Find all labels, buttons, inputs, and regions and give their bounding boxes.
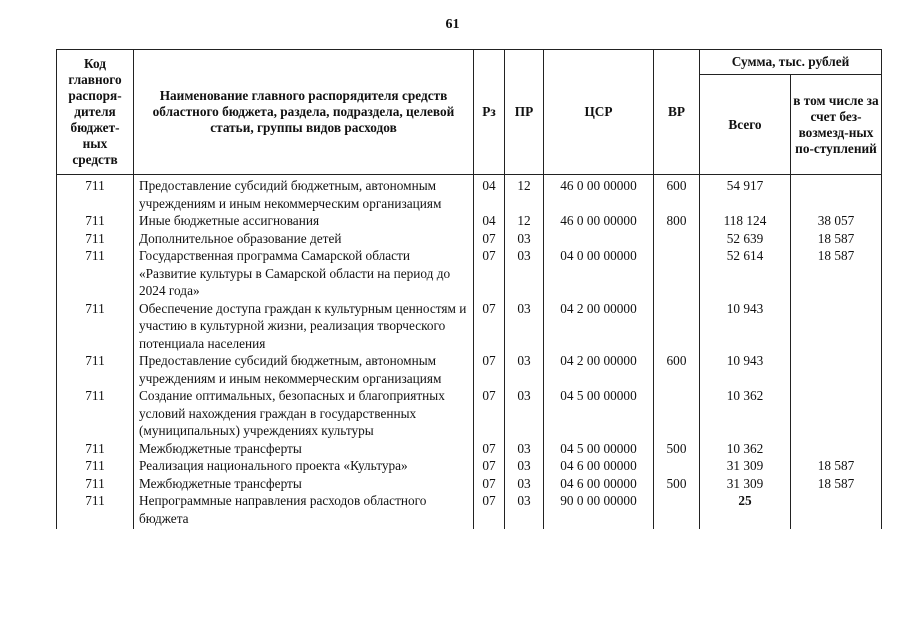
cell-total: 54 917 (700, 175, 791, 213)
cell-vr (654, 387, 700, 440)
cell-gratuitous (791, 352, 882, 387)
header-rz: Рз (474, 50, 505, 175)
cell-name: Создание оптимальных, безопасных и благоприятных условий нахождения граждан в государственных (муниципальных) учреждениях культуры (134, 387, 474, 440)
cell-pr: 03 (505, 475, 544, 493)
cell-total: 10 943 (700, 352, 791, 387)
cell-gratuitous (791, 175, 882, 213)
header-sum-group: Сумма, тыс. рублей (700, 50, 882, 75)
cell-name: Предоставление субсидий бюджетным, автономным учреждениям и иным некоммерческим организациям (134, 352, 474, 387)
cell-csr: 90 0 00 00000 (544, 492, 654, 529)
cell-vr: 800 (654, 212, 700, 230)
table-row (57, 387, 882, 440)
cell-rz: 04 (474, 212, 505, 230)
cell-total: 10 362 (700, 440, 791, 458)
cell-csr: 04 2 00 00000 (544, 300, 654, 353)
cell-rz: 07 (474, 475, 505, 493)
header-gratuitous: в том числе за счет без-возмезд-ных по-ступлений (791, 75, 882, 175)
table-row (57, 492, 882, 529)
cell-code: 711 (57, 247, 134, 300)
table-row (57, 457, 882, 475)
cell-gratuitous: 18 587 (791, 475, 882, 493)
cell-pr: 03 (505, 457, 544, 475)
cell-csr: 04 2 00 00000 (544, 352, 654, 387)
table-row (57, 440, 882, 458)
cell-gratuitous (791, 492, 882, 529)
cell-vr: 500 (654, 440, 700, 458)
cell-total: 31 309 (700, 457, 791, 475)
cell-name: Межбюджетные трансферты (134, 440, 474, 458)
cell-pr: 03 (505, 387, 544, 440)
cell-rz: 07 (474, 230, 505, 248)
cell-name: Реализация национального проекта «Культура» (134, 457, 474, 475)
cell-total: 10 362 (700, 387, 791, 440)
cell-pr: 12 (505, 175, 544, 213)
cell-gratuitous (791, 387, 882, 440)
cell-total: 52 614 (700, 247, 791, 300)
cell-code: 711 (57, 300, 134, 353)
cell-total: 31 309 (700, 475, 791, 493)
cell-csr: 46 0 00 00000 (544, 212, 654, 230)
cell-code: 711 (57, 352, 134, 387)
header-vr: ВР (654, 50, 700, 175)
cell-name: Непрограммные направления расходов областного бюджета (134, 492, 474, 529)
cell-total: 52 639 (700, 230, 791, 248)
cell-code: 711 (57, 175, 134, 213)
cell-name: Государственная программа Самарской области «Развитие культуры в Самарской области на период до 2024 года» (134, 247, 474, 300)
cell-code: 711 (57, 212, 134, 230)
cell-gratuitous: 18 587 (791, 457, 882, 475)
cell-total: 25 (700, 492, 791, 529)
cell-vr (654, 492, 700, 529)
cell-pr: 03 (505, 352, 544, 387)
cell-vr: 500 (654, 475, 700, 493)
cell-vr: 600 (654, 352, 700, 387)
cell-name: Предоставление субсидий бюджетным, автономным учреждениям и иным некоммерческим организациям (134, 175, 474, 213)
header-total: Всего (700, 75, 791, 175)
cell-vr (654, 300, 700, 353)
cell-name: Обеспечение доступа граждан к культурным ценностям и участию в культурной жизни, реализация творческого потенциала населения (134, 300, 474, 353)
cell-csr: 04 6 00 00000 (544, 457, 654, 475)
header-csr: ЦСР (544, 50, 654, 175)
table-row (57, 475, 882, 493)
cell-rz: 07 (474, 440, 505, 458)
cell-vr (654, 230, 700, 248)
table-body (57, 175, 882, 530)
cell-gratuitous (791, 440, 882, 458)
cell-code: 711 (57, 230, 134, 248)
cell-csr: 04 0 00 00000 (544, 247, 654, 300)
cell-gratuitous: 18 587 (791, 247, 882, 300)
cell-name: Межбюджетные трансферты (134, 475, 474, 493)
cell-total: 10 943 (700, 300, 791, 353)
cell-rz: 07 (474, 387, 505, 440)
table-row (57, 300, 882, 353)
cell-gratuitous: 18 587 (791, 230, 882, 248)
cell-rz: 07 (474, 352, 505, 387)
cell-csr (544, 230, 654, 248)
cell-csr: 46 0 00 00000 (544, 175, 654, 213)
cell-pr: 03 (505, 300, 544, 353)
cell-gratuitous: 38 057 (791, 212, 882, 230)
cell-code: 711 (57, 492, 134, 529)
cell-pr: 03 (505, 440, 544, 458)
table-row (57, 175, 882, 213)
cell-rz: 04 (474, 175, 505, 213)
cell-code: 711 (57, 475, 134, 493)
table-row (57, 247, 882, 300)
cell-rz: 07 (474, 247, 505, 300)
cell-name: Иные бюджетные ассигнования (134, 212, 474, 230)
cell-name: Дополнительное образование детей (134, 230, 474, 248)
cell-rz: 07 (474, 300, 505, 353)
cell-pr: 03 (505, 247, 544, 300)
cell-pr: 12 (505, 212, 544, 230)
cell-total: 118 124 (700, 212, 791, 230)
cell-code: 711 (57, 387, 134, 440)
cell-code: 711 (57, 457, 134, 475)
table-row (57, 352, 882, 387)
table-row (57, 212, 882, 230)
header-name: Наименование главного распорядителя средств областного бюджета, раздела, подраздела, целевой статьи, группы видов расходов (134, 50, 474, 175)
cell-vr (654, 457, 700, 475)
table-row (57, 230, 882, 248)
cell-rz: 07 (474, 492, 505, 529)
cell-rz: 07 (474, 457, 505, 475)
cell-pr: 03 (505, 230, 544, 248)
cell-pr: 03 (505, 492, 544, 529)
cell-vr (654, 247, 700, 300)
cell-csr: 04 5 00 00000 (544, 440, 654, 458)
header-code: Код главного распоря-дителя бюджет-ных средств (57, 50, 134, 175)
page-number: 61 (445, 17, 460, 32)
header-pr: ПР (505, 50, 544, 175)
budget-table (56, 49, 882, 529)
cell-vr: 600 (654, 175, 700, 213)
cell-gratuitous (791, 300, 882, 353)
cell-code: 711 (57, 440, 134, 458)
cell-csr: 04 6 00 00000 (544, 475, 654, 493)
cell-csr: 04 5 00 00000 (544, 387, 654, 440)
